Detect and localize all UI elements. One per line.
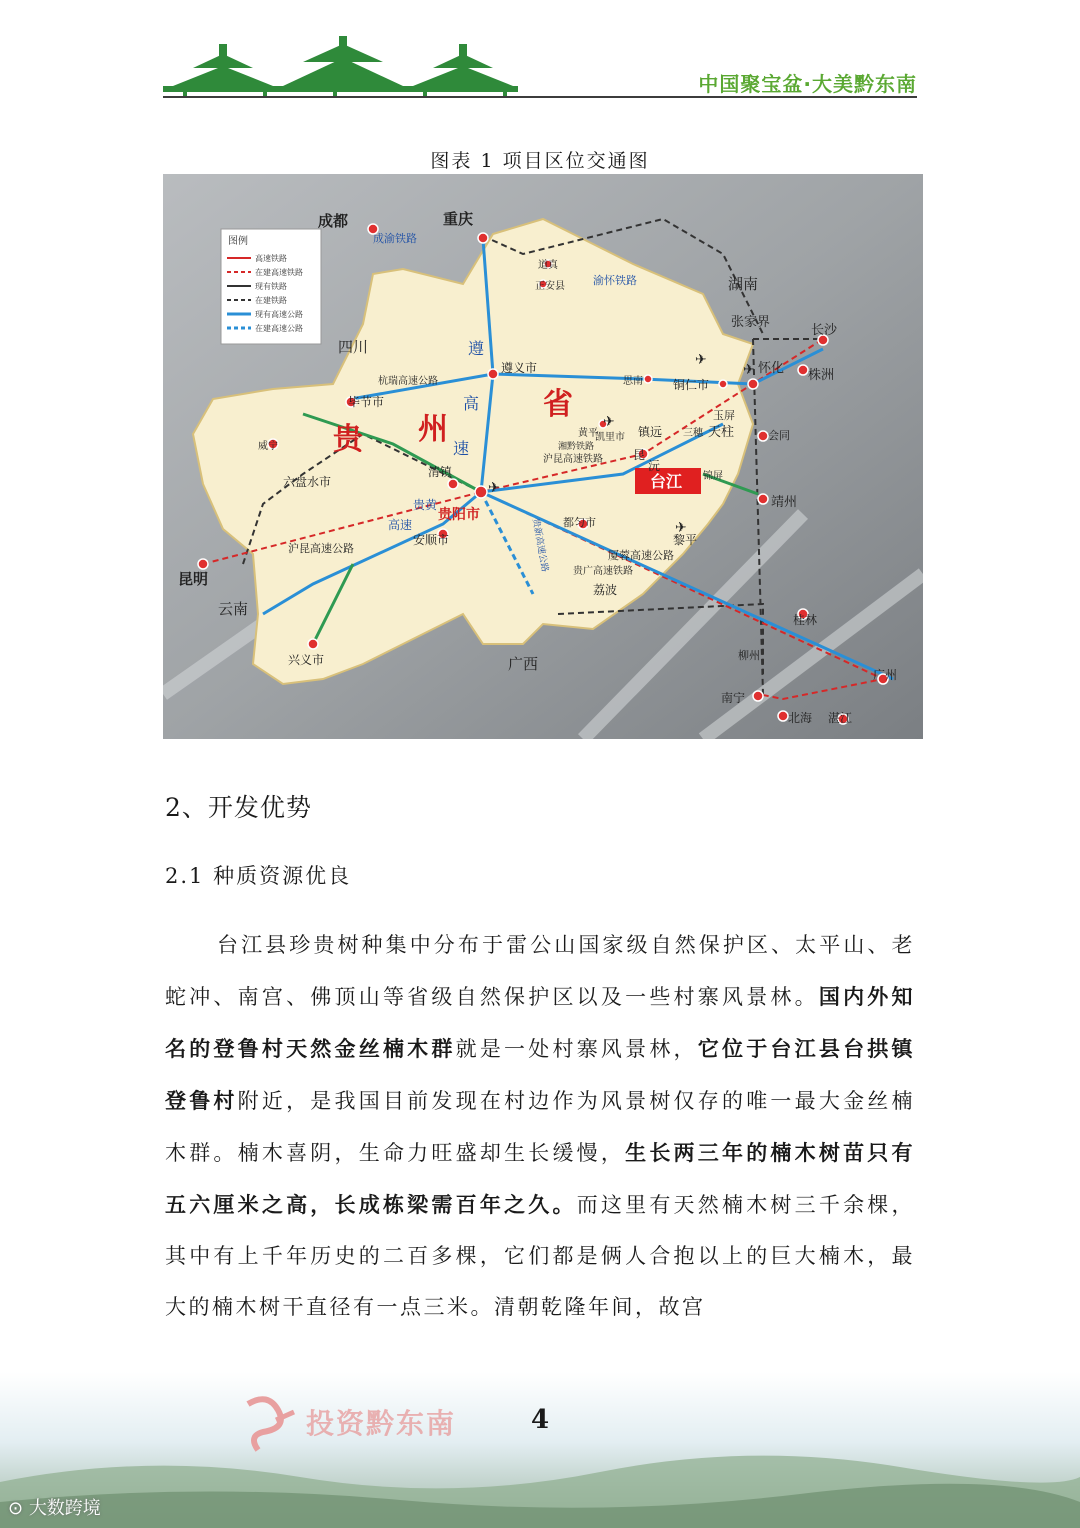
label-huangping: 黄平 [578,428,598,439]
label-taijiang: 台江 [650,472,683,491]
label-yuping: 玉屏 [713,409,735,422]
label-kunming: 昆明 [178,570,209,588]
legend-item: 现有铁路 [255,282,287,291]
label-sheng: 省 [543,387,573,422]
section-title: 2、开发优势 [165,793,312,822]
footer-landscape [0,1372,1080,1528]
label-beihai: 北海 [788,711,813,725]
label-liping: 黎平 [673,533,698,547]
label-chongqing: 重庆 [443,210,474,228]
watermark-icon: ⊙ [8,1498,29,1519]
label-chengyu: 成渝铁路 [373,232,417,245]
label-sansui: 三穗 [683,428,703,439]
legend-item: 在建铁路 [255,296,287,305]
text-run-bold: 它位于台江县台拱镇登鲁村 [165,1036,916,1113]
label-daozhen: 道真 [538,260,558,271]
label-duyun: 都匀市 [563,516,596,529]
body-paragraph [165,920,915,1333]
svg-text:✈: ✈ [603,414,615,430]
text-run: 附近，是我国目前发现在村边作为风景树仅存的唯一最大金丝楠木群。楠木喜阴，生命力旺盛却生长缓慢， [165,1089,916,1165]
label-hangrui: 杭瑞高速公路 [378,376,438,387]
text-run: 就是一处村寨风景林， [455,1037,698,1061]
label-guangxi: 广西 [508,655,539,673]
label-jingzhou: 靖州 [771,495,798,510]
label-zhuzhou: 株洲 [808,368,835,383]
label-xingyi: 兴义市 [288,653,325,667]
label-zhengan: 正安县 [535,281,565,292]
label-zhangjiajie: 张家界 [731,315,771,330]
label-kaili: 凯里市 [595,432,625,443]
legend-item: 在建高速铁路 [255,268,303,277]
svg-text:✈: ✈ [743,362,755,378]
figure-caption: 图表 1 项目区位交通图 [430,150,650,172]
label-huitong: 会同 [768,429,790,442]
label-yunnan: 云南 [218,600,249,618]
label-chengdu: 成都 [318,212,349,230]
label-sinan: 思南 [623,376,643,387]
page-header [163,36,917,102]
subsection-title: 2.1 种质资源优良 [165,864,352,888]
svg-text:✈: ✈ [675,520,687,536]
text-run: 而这里有天然楠木树三千余棵，其中有上千年历史的二百多棵，它们都是俩人合抱以上的巨大楠木，最大的楠木树干直径有一点三米。清朝乾隆年间，故宫 [165,1193,916,1319]
map-legend [221,229,321,344]
label-guangzhou: 广州 [873,668,898,682]
label-changsha: 长沙 [811,323,838,338]
page-number: 4 [530,1405,550,1435]
label-zhenyuan: 镇远 [638,425,663,439]
label-guiyang: 贵阳市 [438,507,480,523]
watermark [8,1494,101,1520]
label-guilin: 桂林 [793,613,818,627]
label-gui: 贵 [333,422,363,457]
label-kun: 昆 [633,448,646,462]
text-run-bold: 国内外知名的登鲁村天然金丝楠木群 [165,984,916,1061]
label-guihuang: 贵黄 [413,498,438,512]
label-weining: 威宁 [258,441,278,452]
label-hunan: 湖南 [728,275,759,293]
label-zun: 遵 [468,339,485,358]
label-yuan: 沅 [648,459,661,473]
legend-item: 高速铁路 [255,254,287,263]
label-liuzhou: 柳州 [738,649,760,662]
text-run-bold: 生长两三年的楠木树苗只有五六厘米之高，长成栋梁需百年之久。 [165,1140,916,1217]
label-jinping: 锦屏 [703,471,723,482]
pavilion-logo-icon [163,36,523,98]
label-gao: 高 [463,394,480,413]
label-huaihua: 怀化 [758,361,785,376]
label-tianzhu: 天柱 [708,425,735,440]
page-footer [0,1372,1080,1528]
label-zhanjiang: 湛江 [828,711,853,725]
label-xiangqian: 湘黔铁路 [558,442,595,452]
header-brand: 中国聚宝盆·大美黔东南 [698,72,917,96]
footer-logo-text: 投资黔东南 [306,1407,457,1440]
legend-title: 图例 [228,236,248,247]
label-sichuan: 四川 [338,338,369,356]
legend-item: 在建高速公路 [255,324,303,333]
label-hukun-road: 沪昆高速公路 [288,542,354,555]
label-zhou: 州 [418,412,448,447]
label-guixin: 贵新高速公路 [530,517,550,573]
svg-text:✈: ✈ [695,352,707,368]
label-gaosu: 高速 [388,518,413,532]
label-liupanshui: 六盘水市 [283,475,332,489]
label-yuhuai: 渝怀铁路 [593,274,637,287]
label-zunyi: 遵义市 [501,361,538,375]
location-traffic-map [163,174,923,739]
text-run: 台江县珍贵树种集中分布于雷公山国家级自然保护区、太平山、老蛇冲、南宫、佛顶山等省级自然保护区以及一些村寨风景林。 [165,933,915,1009]
label-libo: 荔波 [593,583,618,597]
svg-text:✈: ✈ [488,480,500,496]
label-tongren: 铜仁市 [673,378,710,392]
label-guiguang: 贵广高速铁路 [573,566,633,577]
label-bijie: 毕节市 [348,395,385,409]
header-rule [163,96,917,98]
watermark-text: 大数跨境 [28,1498,101,1519]
label-xiarong: 厦蓉高速公路 [608,549,674,562]
label-hukun: 沪昆高速铁路 [543,454,603,465]
label-anshun: 安顺市 [413,533,450,547]
label-nanning: 南宁 [721,691,746,705]
label-qingzhen: 清镇 [428,465,453,479]
legend-item: 现有高速公路 [255,310,303,319]
label-su: 速 [453,439,470,458]
